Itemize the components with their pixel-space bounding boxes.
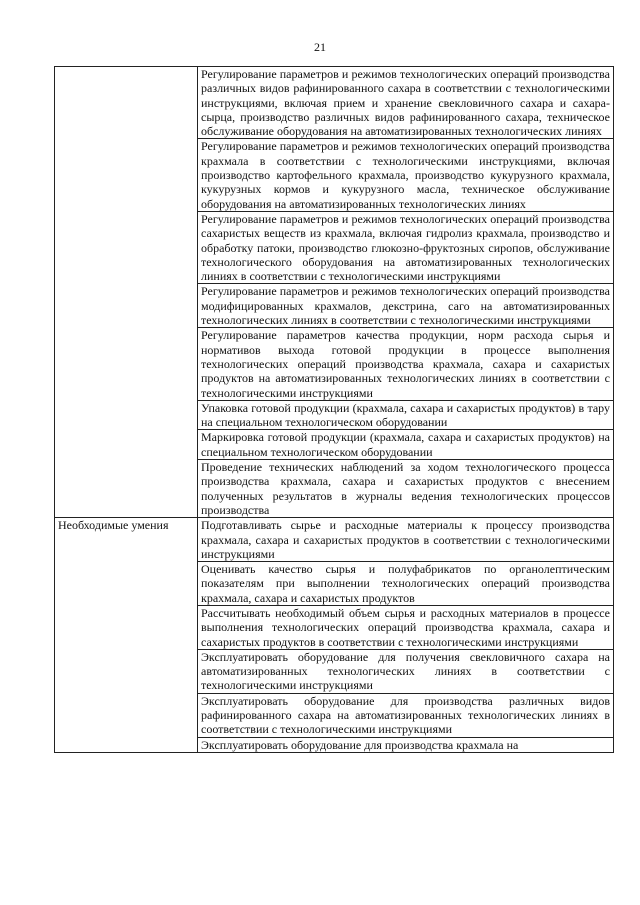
skill-cell: Эксплуатировать оборудование для получения свекловичного сахара на автоматизированных технологических линиях в соответствии с технологическими инструкциями <box>198 649 614 693</box>
competency-table <box>54 66 614 753</box>
table-row <box>55 67 614 139</box>
labor-action-cell: Регулирование параметров и режимов технологических операций производства модифицированных крахмалов, декстрина, саго на автоматизированных технологических линиях в соответствии с технологическими инструкциями <box>198 284 614 328</box>
labor-action-cell: Регулирование параметров и режимов технологических операций производства различных видов рафинированного сахара в соответствии с технологическими инструкциями, включая прием и хранение свекловичного сахара и сахара-сырца, производство различных видов рафинированного сахара, техническое обслуживание оборудования на автоматизированных технологических линиях <box>198 67 614 139</box>
labor-action-cell: Маркировка готовой продукции (крахмала, сахара и сахаристых продуктов) на специальном технологическом оборудовании <box>198 430 614 460</box>
table-row <box>55 518 614 562</box>
labor-action-cell: Регулирование параметров и режимов технологических операций производства сахаристых веществ из крахмала, включая гидролиз крахмала, производство и обработку патоки, производство глюкозно-фруктозных сиропов, обслуживание технологического оборудования на автоматизированных технологических линиях в соответствии с технологическими инструкциями <box>198 211 614 283</box>
labor-action-cell: Упаковка готовой продукции (крахмала, сахара и сахаристых продуктов) в тару на специальном технологическом оборудовании <box>198 400 614 430</box>
row-label-continued <box>55 67 198 518</box>
skill-cell: Рассчитывать необходимый объем сырья и расходных материалов в процессе выполнения технологических операций производства крахмала, сахара и сахаристых продуктов в соответствии с технологическими инструкциями <box>198 605 614 649</box>
page-number: 21 <box>314 40 326 54</box>
skill-cell: Подготавливать сырье и расходные материалы к процессу производства крахмала, сахара и сахаристых продуктов в соответствии с технологическими инструкциями <box>198 518 614 562</box>
labor-action-cell: Проведение технических наблюдений за ходом технологического процесса производства крахмала, сахара и сахаристых продуктов с внесением полученных результатов в журналы ведения технологических процессов производства <box>198 460 614 518</box>
labor-action-cell: Регулирование параметров качества продукции, норм расхода сырья и нормативов выхода готовой продукции в процессе выполнения технологических операций производства крахмала, сахара и сахаристых продуктов на автоматизированных технологических линиях в соответствии с технологическими инструкциями <box>198 328 614 400</box>
skill-cell: Эксплуатировать оборудование для производства различных видов рафинированного сахара на автоматизированных технологических линиях в соответствии с технологическими инструкциями <box>198 693 614 737</box>
row-label-required-skills: Необходимые умения <box>55 518 198 753</box>
labor-action-cell: Регулирование параметров и режимов технологических операций производства крахмала в соответствии с технологическими инструкциями, включая производство картофельного крахмала, производство кукурузного крахмала, кукурузных кормов и кукурузного масла, техническое обслуживание оборудования на автоматизированных технологических линиях <box>198 139 614 211</box>
skill-cell: Оценивать качество сырья и полуфабрикатов по органолептическим показателям при выполнении технологических операций производства крахмала, сахара и сахаристых продуктов <box>198 562 614 606</box>
skill-cell: Эксплуатировать оборудование для производства крахмала на <box>198 737 614 752</box>
